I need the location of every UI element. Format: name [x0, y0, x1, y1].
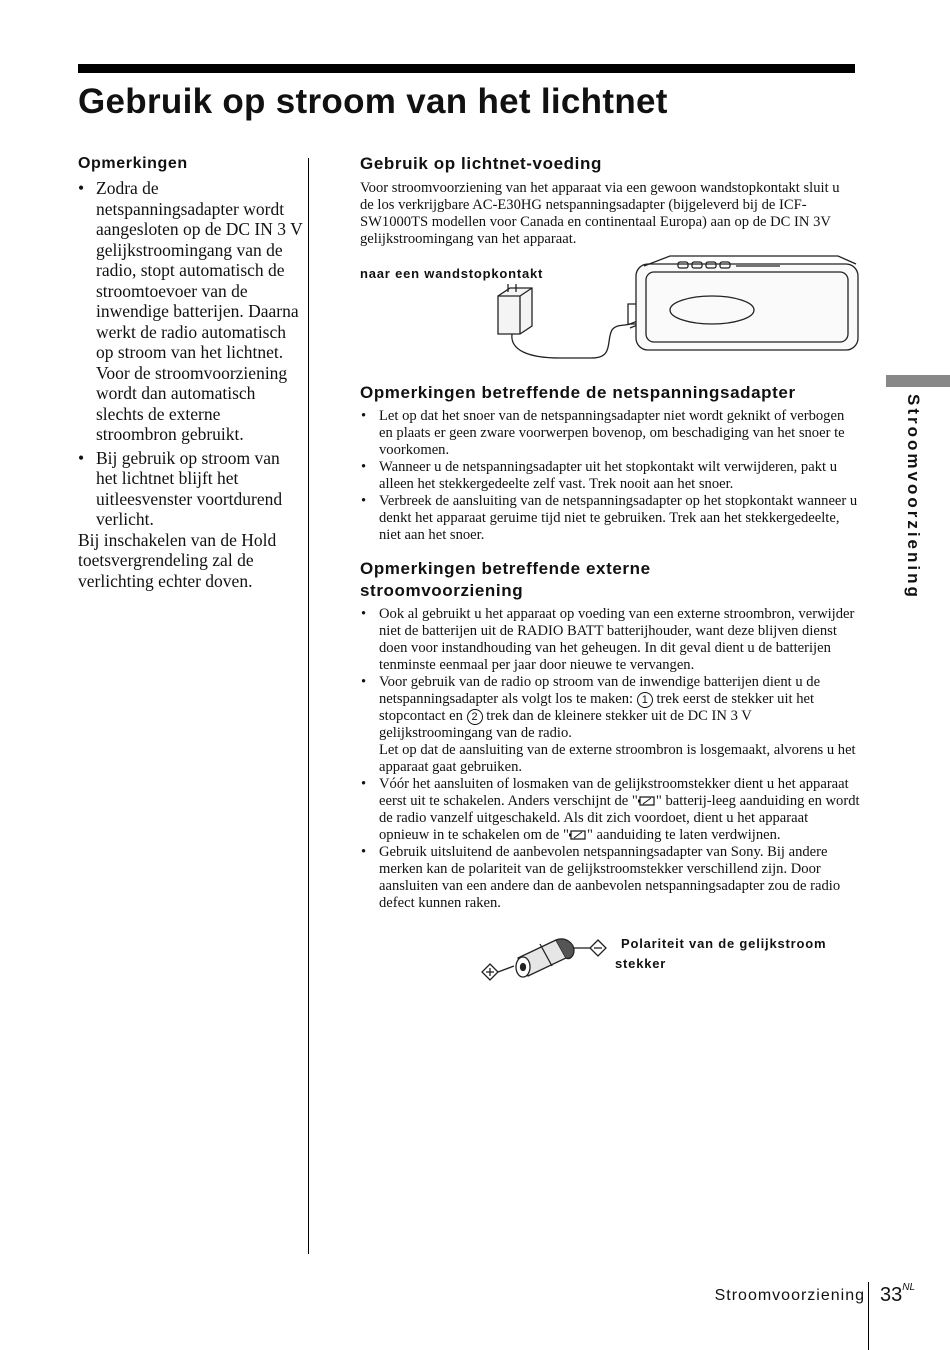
adapter-illustration: [360, 254, 860, 372]
list-item: • Let op dat het snoer van de netspanningsadapter niet wordt geknikt of verbogen en plaats er geen zware voorwerpen bovenop, om beschadiging van het snoer te voorkomen.: [360, 408, 860, 459]
battery-empty-icon: [569, 830, 587, 840]
polarity-caption: Polariteit van de gelijkstroom stekker: [615, 936, 827, 971]
list-item: • Zodra de netspanningsadapter wordt aangesloten op de DC IN 3 V gelijkstroomingang van de radio, stopt automatisch de stroomtoevoer van de inwendige batterijen. Daarna werkt de radio automatisch op stroom van het lichtnet. Voor de stroomvoorziening wordt dan automatisch slechts de externe stroombron gebruikt.: [78, 178, 303, 445]
list-item: [360, 674, 860, 776]
list-item: • Ook al gebruikt u het apparaat op voeding van een externe stroombron, verwijder niet de batterijen uit de RADIO BATT batterijhouder, want deze blijven dienst doen voor instandhouding van het geheugen. In dit geval dient u de batterijen tenminste eenmaal per jaar door nieuwe te vervangen.: [360, 606, 860, 674]
right-column: [360, 153, 860, 988]
list-item: • Wanneer u de netspanningsadapter uit het stopkontakt wilt verwijderen, pakt u alleen het stekkergedeelte zelf vast. Trek nooit aan het snoer.: [360, 459, 860, 493]
page-language-suffix: NL: [902, 1282, 916, 1293]
list-text: " aanduiding te laten verdwijnen.: [586, 827, 781, 843]
left-column: [78, 153, 303, 591]
section-heading: Opmerkingen betreffende de netspanningsadapter: [360, 383, 796, 402]
list-item: • Verbreek de aansluiting van de netspanningsadapter op het stopkontakt wanneer u denkt het apparaat geruime tijd niet te gebruiken. Trek aan het stekkergedeelte, niet aan het snoer.: [360, 493, 860, 544]
list-item-continuation: Bij inschakelen van de Hold toetsvergrendeling zal de verlichting echter doven.: [78, 529, 277, 591]
list-text: " batterij-leeg aanduiding en wordt de radio vanzelf uitgeschakeld. Als dit zich voordoet, dient u het apparaat opnieuw in te schakelen om de ": [379, 793, 860, 843]
section-heading: Opmerkingen betreffende externe stroomvoorziening: [360, 559, 651, 600]
page-title: Gebruik op stroom van het lichtnet: [78, 82, 668, 121]
external-power-notes-list: [360, 606, 860, 912]
adapter-figure: [360, 254, 860, 372]
side-tab-label: Stroomvoorziening: [904, 394, 923, 600]
section-tab-marker: [886, 375, 950, 387]
list-note: Let op dat de aansluiting van de externe stroombron is losgemaakt, alvorens u het apparaat gaat gebruiken.: [379, 742, 856, 775]
footer-section-label: Stroomvoorziening: [714, 1287, 865, 1304]
footer-divider: [868, 1282, 869, 1350]
section-body: Voor stroomvoorziening van het apparaat via een gewoon wandstopkontakt sluit u de los verkrijgbare AC-E30HG netspanningsadapter (bijgeleverd bij de ICF-SW1000TS modellen voor Canada en continentaal Europa) aan op de DC IN 3V gelijkstroomingang van het apparaat.: [360, 180, 840, 247]
section-heading: Gebruik op lichtnet-voeding: [360, 154, 602, 173]
list-text: trek eerst de stekker uit het stopcontact en: [379, 691, 815, 724]
figure-caption: naar een wandstopkontakt: [360, 266, 544, 281]
list-text: Voor gebruik van de radio op stroom van de inwendige batterijen dient u de netspanningsadapter als volgt los te maken:: [379, 674, 821, 707]
adapter-notes-list: [360, 408, 860, 544]
list-text: trek dan de kleinere stekker uit de DC IN 3 V gelijkstroomingang van de radio.: [379, 708, 752, 741]
list-text: Vóór het aansluiten of losmaken van de gelijkstroomstekker dient u het apparaat eerst uit te schakelen. Anders verschijnt de ": [379, 776, 849, 809]
list-item: • Bij gebruik op stroom van het lichtnet blijft het uitleesvenster voortdurend verlicht.: [78, 448, 303, 530]
list-item: [360, 776, 860, 844]
step-number-1: 1: [637, 692, 653, 708]
list-item: • Gebruik uitsluitend de aanbevolen netspanningsadapter van Sony. Bij andere merken kan de polariteit van de gelijkstroomstekker verschillend zijn. Door aansluiten van een andere dan de aanbevolen netspanningsadapter zou de radio defect kunnen raken.: [360, 844, 860, 912]
polarity-figure: [360, 928, 860, 988]
battery-empty-icon: [638, 796, 656, 806]
step-number-2: 2: [467, 709, 483, 725]
page-number: [880, 1284, 915, 1307]
page-number-value: 33: [880, 1284, 903, 1306]
left-heading: Opmerkingen: [78, 155, 188, 172]
left-notes-list: [78, 178, 303, 530]
title-rule: [78, 64, 855, 73]
column-divider: [308, 158, 309, 1254]
